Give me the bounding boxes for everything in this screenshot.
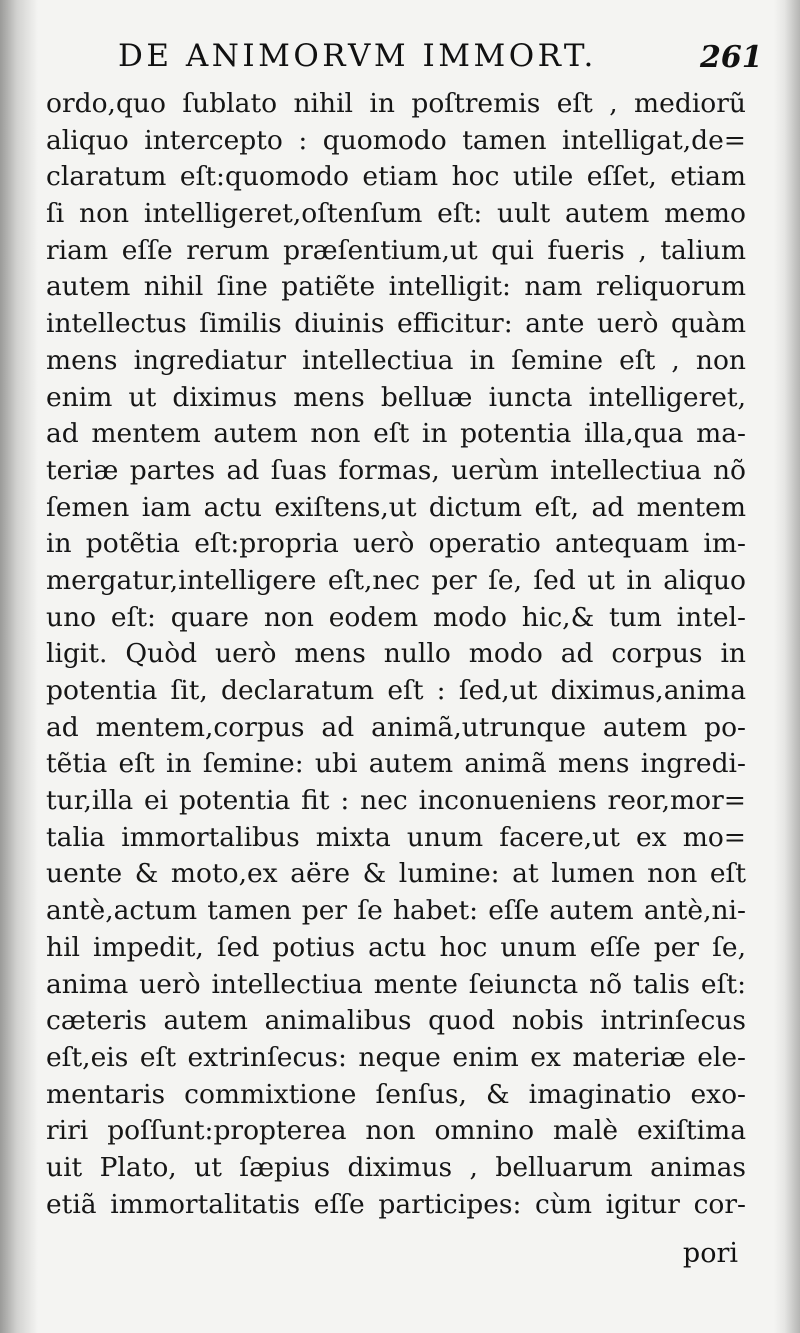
text-line: mentaris commixtione ſenſus, & imaginatio exo- [46,1078,746,1110]
text-line: enim ut diximus mens belluæ iuncta intelligeret, [46,381,746,413]
text-line: mergatur,intelligere eſt,nec per ſe, ſed ut in aliquo [46,564,746,596]
text-line: ordo,quo ſublato nihil in poſtremis eſt , mediorũ [46,88,746,119]
page-number: 261 [700,40,763,75]
text-line: in potẽtia eſt:propria uerò operatio antequam im- [46,528,746,560]
text-line: aliquo intercepto : quomodo tamen intelligat,de= [46,124,746,156]
running-title: DE ANIMORVM IMMORT. [118,38,597,74]
text-line: uente & moto,ex aëre & lumine: at lumen non eſt [46,858,746,890]
text-line: tur,illa ei potentia fit : nec inconueniens reor,mor= [46,785,746,817]
text-line: claratum eſt:quomodo etiam hoc utile eſſet, etiam [46,161,746,193]
text-line: eſt,eis eſt extrinſecus: neque enim ex materiæ ele- [46,1041,746,1073]
text-line: riri poſſunt:propterea non omnino malè exiſtima [46,1115,746,1147]
text-line: talia immortalibus mixta unum facere,ut ex mo= [46,821,746,853]
text-line: mens ingrediatur intellectiua in ſemine eſt , non [46,344,746,376]
text-line: uit Plato, ut ſæpius diximus , belluarum animas [46,1151,746,1183]
text-line: hil impedit, ſed potius actu hoc unum eſſe per ſe, [46,931,746,963]
text-line: ad mentem autem non eſt in potentia illa,qua ma- [46,418,746,450]
text-line: uno eſt: quare non eodem modo hic,& tum intel- [46,601,746,633]
text-line: autem nihil ſine patiẽte intelligit: nam reliquorum [46,271,746,303]
catchword: pori [682,1238,738,1269]
text-line: antè,actum tamen per ſe habet: eſſe autem antè,ni- [46,895,746,927]
body-text [46,86,746,1223]
text-line: intellectus ſimilis diuinis efficitur: ante uerò quàm [46,308,746,340]
text-line: anima uerò intellectiua mente ſeiuncta nõ talis eſt: [46,968,746,1000]
text-line: cæteris autem animalibus quod nobis intrinſecus [46,1005,746,1037]
text-line: ſi non intelligeret,oſtenſum eſt: uult autem memo [46,198,746,230]
text-line: riam eſſe rerum præſentium,ut qui fueris , talium [46,234,746,266]
text-line: ligit. Quòd uerò mens nullo modo ad corpus in [46,638,746,670]
text-line: ad mentem,corpus ad animã,utrunque autem po- [46,711,746,743]
text-line: potentia ſit, declaratum eſt : ſed,ut diximus,anima [46,675,746,706]
text-line: teriæ partes ad ſuas formas, uerùm intellectiua nõ [46,454,746,486]
text-line: etiã immortalitatis eſſe participes: cùm igitur cor- [46,1188,746,1220]
text-line: tẽtia eſt in ſemine: ubi autem animã mens ingredi- [46,748,746,780]
text-line: ſemen iam actu exiſtens,ut dictum eſt, ad mentem [46,491,746,523]
